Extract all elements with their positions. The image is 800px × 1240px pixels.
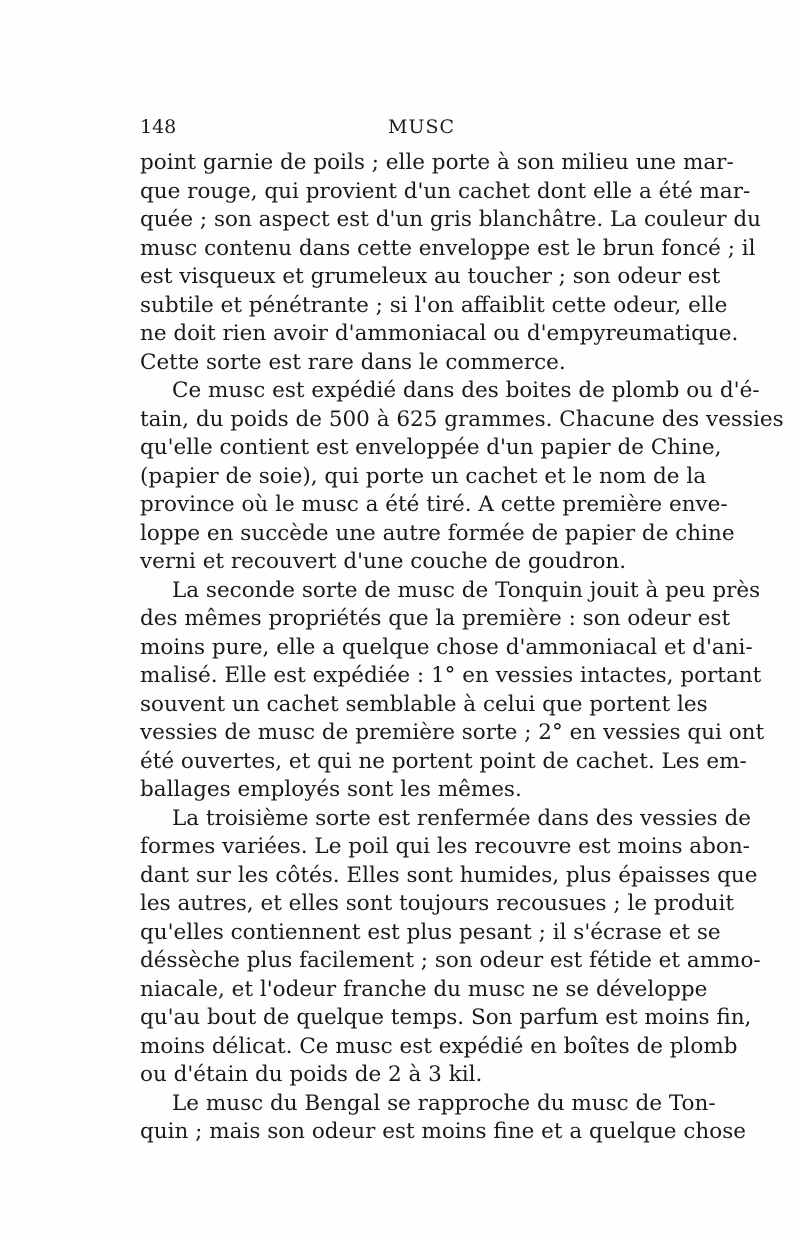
- text-line: été ouvertes, et qui ne portent point de cachet. Les em-: [140, 748, 747, 774]
- text-line: moins pure, elle a quelque chose d'ammoniacal et d'ani-: [140, 634, 753, 660]
- text-line: tain, du poids de 500 à 625 grammes. Chacune des vessies: [140, 406, 784, 432]
- text-line: ou d'étain du poids de 2 à 3 kil.: [140, 1062, 483, 1087]
- text-line: La troisième sorte est renfermée dans des vessies de: [172, 805, 751, 831]
- paragraph: [140, 377, 784, 577]
- text-line: que rouge, qui provient d'un cachet dont elle a été mar-: [140, 178, 751, 204]
- text-line: qu'elle contient est enveloppée d'un papier de Chine,: [140, 435, 722, 460]
- text-line: Cette sorte est rare dans le commerce.: [140, 349, 566, 375]
- body-text: [140, 149, 784, 1147]
- text-line: moins délicat. Ce musc est expédié en boîtes de plomb: [140, 1033, 738, 1059]
- text-line: déssèche plus facilement ; son odeur est fétide et ammo-: [140, 948, 761, 973]
- paragraph: [140, 1090, 746, 1147]
- text-line: quée ; son aspect est d'un gris blanchâtre. La couleur du: [140, 207, 761, 232]
- paragraph: [140, 149, 761, 377]
- text-line: qu'elles contiennent est plus pesant ; il s'écrase et se: [140, 919, 721, 945]
- text-line: La seconde sorte de musc de Tonquin jouit à peu près: [172, 577, 761, 603]
- text-line: dant sur les côtés. Elles sont humides, plus épaisses que: [140, 862, 758, 888]
- page-header: [140, 116, 680, 146]
- text-line: souvent un cachet semblable à celui que portent les: [140, 691, 708, 717]
- text-line: les autres, et elles sont toujours recousues ; le produit: [140, 891, 735, 916]
- paragraph: [140, 805, 761, 1090]
- text-line: formes variées. Le poil qui les recouvre est moins abon-: [140, 834, 750, 859]
- text-line: est visqueux et grumeleux au toucher ; son odeur est: [140, 264, 721, 289]
- text-line: Le musc du Bengal se rapproche du musc de Ton-: [172, 1090, 716, 1116]
- text-line: ne doit rien avoir d'ammoniacal ou d'empyreumatique.: [140, 321, 739, 346]
- text-line: province où le musc a été tiré. A cette première enve-: [140, 492, 728, 517]
- text-line: malisé. Elle est expédiée : 1° en vessies intactes, portant: [140, 663, 762, 688]
- page-number: 148: [140, 116, 177, 138]
- text-line: verni et recouvert d'une couche de goudron.: [140, 549, 627, 574]
- text-line: vessies de musc de première sorte ; 2° en vessies qui ont: [140, 720, 765, 745]
- text-line: musc contenu dans cette enveloppe est le brun foncé ; il: [140, 235, 756, 261]
- text-line: (papier de soie), qui porte un cachet et le nom de la: [140, 463, 707, 489]
- running-head: MUSC: [388, 116, 456, 138]
- text-line: point garnie de poils ; elle porte à son milieu une mar-: [140, 150, 734, 175]
- text-line: des mêmes propriétés que la première : son odeur est: [140, 606, 731, 631]
- text-line: Ce musc est expédié dans des boites de plomb ou d'é-: [172, 378, 760, 403]
- text-line: niacale, et l'odeur franche du musc ne se développe: [140, 976, 708, 1002]
- text-line: subtile et pénétrante ; si l'on affaiblit cette odeur, elle: [140, 292, 728, 318]
- paragraph: [140, 577, 765, 805]
- text-line: quin ; mais son odeur est moins fine et a quelque chose: [140, 1119, 746, 1144]
- text-line: ballages employés sont les mêmes.: [140, 777, 522, 802]
- text-line: loppe en succède une autre formée de papier de chine: [140, 520, 735, 546]
- text-line: qu'au bout de quelque temps. Son parfum est moins fin,: [140, 1005, 752, 1030]
